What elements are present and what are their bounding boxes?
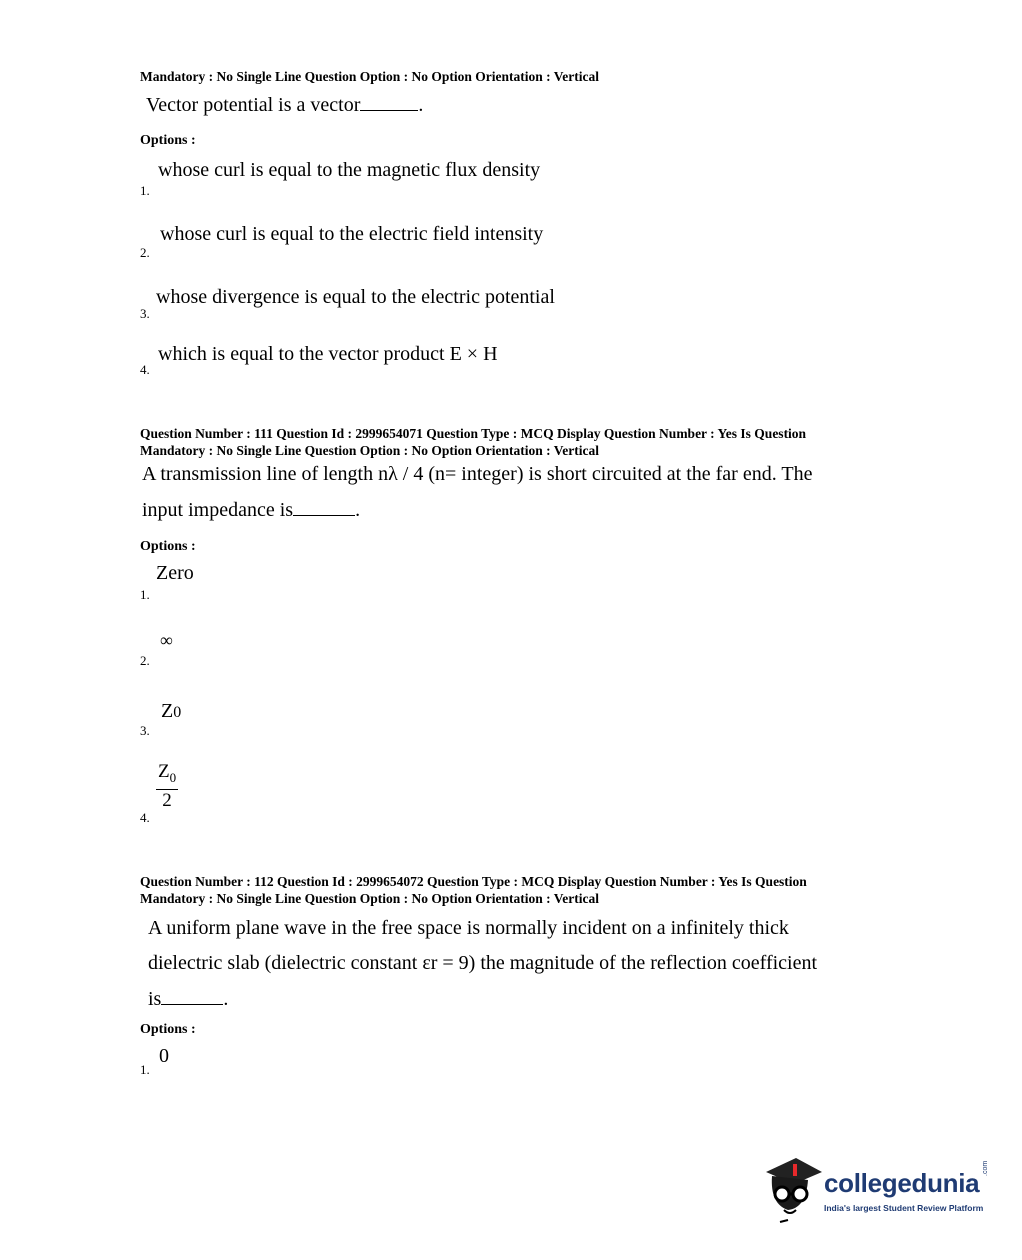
q111-option-4-number: 4.: [140, 810, 150, 825]
question-end: .: [418, 94, 424, 116]
mascot-graduate-icon: [762, 1154, 824, 1226]
question-112-end: .: [223, 988, 229, 1010]
q111-option-3-number: 3.: [140, 723, 150, 738]
collegedunia-logo: [762, 1150, 1002, 1230]
q111-option-2-text[interactable]: ∞: [160, 630, 173, 650]
options-label: Options :: [140, 133, 196, 148]
q112-option-1-text[interactable]: 0: [159, 1045, 169, 1067]
q111-option-3-sub: 0: [173, 704, 182, 721]
question-111-meta-line1: Question Number : 111 Question Id : 2999654071 Question Type : MCQ Display Question Number : Yes Is Question: [140, 426, 807, 441]
question-111-end: .: [355, 499, 361, 521]
answer-blank: [161, 1003, 223, 1005]
q111-option-3-text[interactable]: [161, 700, 181, 723]
question-112-text-line1: A uniform plane wave in the free space is normally incident on a infinitely thick: [148, 917, 789, 939]
option-4-number: 4.: [140, 362, 150, 377]
question-stem: Vector potential is a vector: [146, 94, 361, 116]
q111-option-3-base: Z: [161, 700, 174, 722]
option-2-text[interactable]: whose curl is equal to the electric field intensity: [160, 223, 544, 245]
logo-suffix: .com: [982, 1160, 989, 1176]
question-111-options-label: Options :: [140, 539, 196, 554]
logo-tagline: India's largest Student Review Platform: [824, 1203, 984, 1213]
question-112-text-line2: dielectric slab (dielectric constant εr = 9) the magnitude of the reflection coefficient: [148, 952, 818, 974]
numerator-base: Z: [158, 761, 170, 782]
fraction-denominator: 2: [162, 789, 172, 811]
question-112-text-line3: [148, 988, 228, 1011]
question-111-text-line1: A transmission line of length nλ / 4 (n= integer) is short circuited at the far end. The: [142, 463, 813, 485]
answer-blank: [360, 109, 418, 111]
question-text: [146, 94, 423, 117]
option-2-number: 2.: [140, 245, 150, 260]
option-4-text[interactable]: which is equal to the vector product E × H: [158, 343, 498, 365]
numerator-sub: 0: [169, 769, 177, 785]
fraction-numerator: [156, 761, 178, 790]
q111-option-4-fraction[interactable]: [156, 761, 178, 812]
question-112-meta-line1: Question Number : 112 Question Id : 2999654072 Question Type : MCQ Display Question Number : Yes Is Question: [140, 874, 807, 889]
question-111-meta-line2: Mandatory : No Single Line Question Option : No Option Orientation : Vertical: [140, 443, 600, 458]
logo-wordmark: collegedunia: [824, 1168, 980, 1198]
option-1-text[interactable]: whose curl is equal to the magnetic flux density: [158, 159, 541, 181]
q112-option-1-number: 1.: [140, 1062, 150, 1077]
answer-blank: [293, 514, 355, 516]
option-3-text[interactable]: whose divergence is equal to the electric potential: [156, 286, 555, 308]
option-3-number: 3.: [140, 306, 150, 321]
option-1-number: 1.: [140, 183, 150, 198]
question-meta: Mandatory : No Single Line Question Option : No Option Orientation : Vertical: [140, 69, 600, 84]
question-111-stem: input impedance is: [142, 499, 294, 521]
q111-option-2-number: 2.: [140, 653, 150, 668]
question-112-meta-line2: Mandatory : No Single Line Question Option : No Option Orientation : Vertical: [140, 891, 600, 906]
q111-option-1-text[interactable]: Zero: [156, 562, 194, 584]
question-112-stem: is: [148, 988, 162, 1010]
question-112-options-label: Options :: [140, 1022, 196, 1037]
q111-option-1-number: 1.: [140, 587, 150, 602]
question-111-text-line2: [142, 499, 360, 522]
